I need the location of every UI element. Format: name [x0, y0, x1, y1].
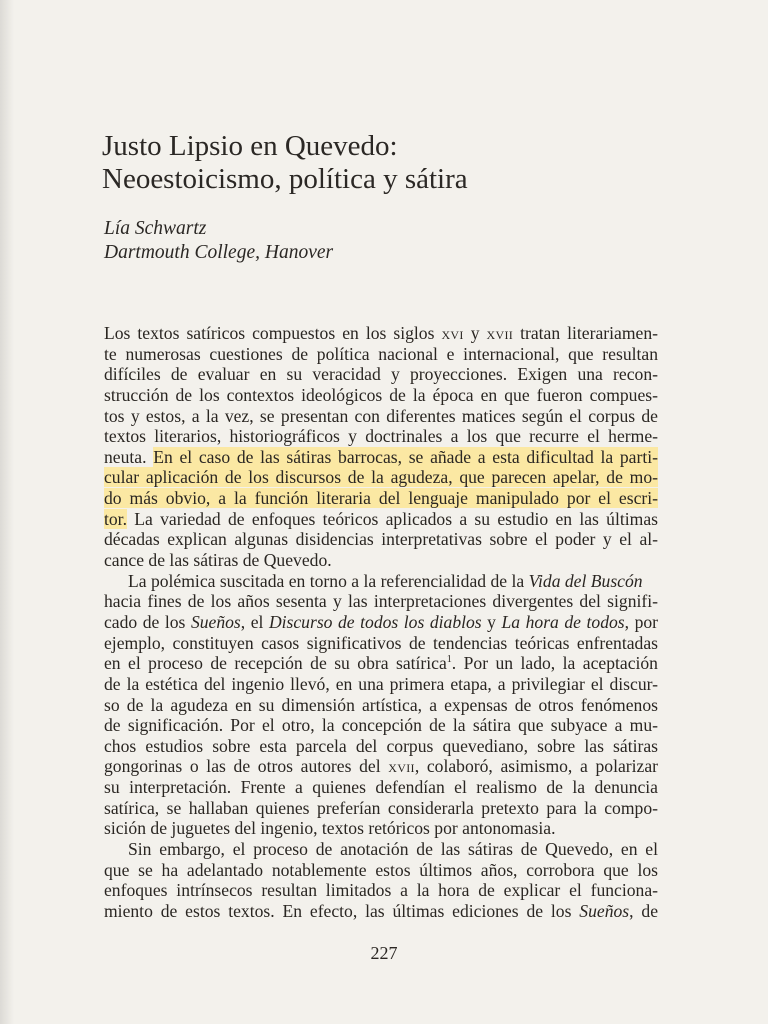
text-line: te numerosas cuestiones de política nacional e internacional, que resultan	[104, 343, 658, 364]
highlighted-text: cular aplicación de los discursos de la agudeza, que parecen apelar, de mo-	[104, 467, 658, 488]
century-numeral: xvii	[486, 323, 514, 343]
text-span: , de	[629, 900, 658, 921]
author-affiliation: Dartmouth College, Hanover	[104, 242, 334, 263]
highlighted-text: tor.	[104, 508, 127, 529]
text-span: neuta.	[104, 446, 154, 467]
text-line	[104, 612, 658, 633]
article-body	[104, 323, 658, 922]
text-span: , colaboró, asimismo, a polarizar	[414, 756, 658, 777]
text-line: tos y estos, a la vez, se presentan con diferentes matices según el corpus de	[104, 405, 658, 426]
century-numeral: xvii	[388, 756, 415, 777]
text-line	[104, 756, 658, 777]
article-title	[102, 130, 662, 196]
text-line: su interpretación. Frente a quienes defendían el realismo de la denuncia	[104, 777, 658, 798]
text-line	[104, 488, 658, 509]
text-span: y	[481, 611, 502, 632]
text-line: so de la agudeza en su dimensión artística, a expensas de otros fenómenos	[104, 694, 658, 715]
text-line: de significación. Por el otro, la concepción de la sátira que subyace a mu-	[104, 715, 658, 736]
century-numeral: xvi	[441, 323, 464, 343]
text-line: hacia fines de los años sesenta y las interpretaciones divergentes del signifi-	[104, 591, 658, 612]
text-span: tratan literariamen-	[513, 323, 658, 343]
paragraph-1	[104, 323, 658, 571]
text-span: gongorinas o las de otros autores del	[104, 756, 389, 777]
text-line: difíciles de evaluar en su veracidad y proyecciones. Exigen una recon-	[104, 364, 658, 385]
text-span: en el proceso de recepción de su obra satírica	[104, 653, 447, 674]
italic-title: Sueños	[579, 900, 630, 921]
author-block	[104, 217, 664, 265]
text-line: satírica, se hallaban quienes preferían considerarla pretexto para la compo-	[104, 797, 658, 818]
text-line: ejemplo, constituyen casos significativos de tendencias teóricas enfrentadas	[104, 632, 658, 653]
text-line	[104, 467, 658, 488]
text-line: enfoques intrínsecos resultan limitados a la hora de explicar el funciona-	[104, 880, 658, 901]
italic-title: Sueños	[190, 611, 241, 632]
text-span: , por	[624, 611, 659, 632]
page-edge-shadow	[0, 0, 14, 1024]
highlighted-text: En el caso de las sátiras barrocas, se añade a esta dificultad la parti-	[153, 446, 658, 467]
text-line: textos literarios, historiográficos y doctrinales a los que recurre el herme-	[104, 426, 658, 447]
text-span: La polémica suscitada en torno a la referencialidad de la	[128, 570, 529, 591]
text-span: La variedad de enfoques teóricos aplicados a su estudio en las últimas	[126, 508, 658, 529]
text-line	[104, 509, 658, 530]
text-line: chos estudios sobre esta parcela del corpus quevediano, sobre las sátiras	[104, 735, 658, 756]
text-line	[104, 447, 658, 468]
text-span: , el	[240, 611, 269, 632]
text-span: miento de estos textos. En efecto, las últimas ediciones de los	[104, 900, 580, 921]
italic-title: La hora de todos	[501, 611, 625, 632]
text-line: sición de juguetes del ingenio, textos retóricos por antonomasia.	[104, 818, 556, 839]
italic-title: Vida del Buscón	[528, 570, 643, 591]
text-line	[104, 901, 658, 922]
text-line: cance de las sátiras de Quevedo.	[104, 550, 332, 571]
text-span: . Por un lado, la aceptación	[451, 653, 658, 674]
text-line: que se ha adelantado notablemente estos últimos años, corrobora que los	[104, 859, 658, 880]
page-number: 227	[370, 943, 398, 963]
title-line-2: Neoestoicismo, política y sátira	[102, 163, 468, 195]
text-line	[104, 323, 658, 344]
text-line: décadas explican algunas disidencias interpretativas sobre el poder y el al-	[104, 529, 658, 550]
author-name: Lía Schwartz	[104, 218, 207, 239]
italic-title: Discurso de todos los diablos	[268, 611, 482, 632]
text-span: cado de los	[104, 611, 191, 632]
title-line-1: Justo Lipsio en Quevedo:	[102, 130, 398, 162]
text-line: de la estética del ingenio llevó, en una primera etapa, a privilegiar el discur-	[104, 673, 658, 694]
text-line: strucción de los contextos ideológicos de la época en que fueron compues-	[104, 384, 658, 405]
text-line: Sin embargo, el proceso de anotación de las sátiras de Quevedo, en el	[128, 839, 658, 860]
highlighted-text: do más obvio, a la función literaria del lenguaje manipulado por el escri-	[104, 488, 658, 509]
paragraph-2	[104, 571, 658, 839]
text-line	[104, 653, 658, 674]
text-span: y	[463, 323, 487, 343]
paragraph-3	[104, 839, 658, 922]
text-line	[104, 571, 658, 592]
footnote-marker: 1	[446, 654, 452, 666]
text-span: Los textos satíricos compuestos en los siglos	[104, 323, 442, 343]
